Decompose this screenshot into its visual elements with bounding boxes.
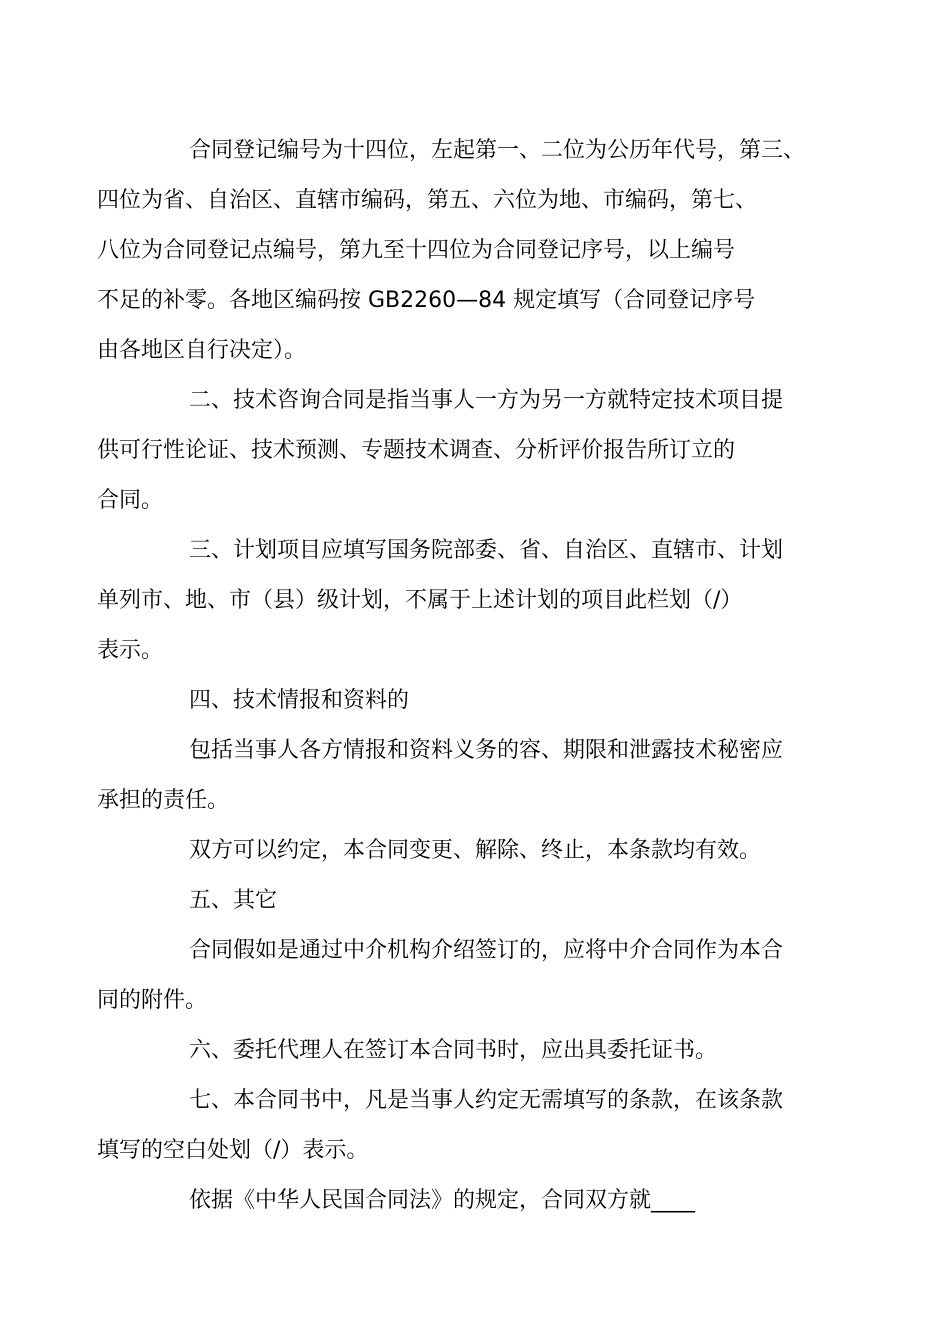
text-line: 合同登记编号为十四位，左起第一、二位为公历年代号，第三、 (189, 138, 806, 163)
text-line: 表示。 (97, 638, 164, 663)
paragraph-registration-number (97, 126, 813, 376)
paragraph-contract-law (143, 1176, 813, 1226)
text-line: 填写的空白处划（/）表示。 (97, 1138, 369, 1163)
paragraph-intermediary (97, 926, 813, 1026)
text-line: 二、技术咨询合同是指当事人一方为另一方就特定技术项目提 (189, 388, 784, 413)
text-line: 不足的补零。各地区编码按 GB2260—84 规定填写（合同登记序号 (97, 288, 756, 313)
text-line: 同的附件。 (97, 988, 208, 1013)
text-line: 四、技术情报和资料的 (189, 688, 410, 713)
text-line: 由各地区自行决定）。 (97, 338, 307, 363)
text-line: 单列市、地、市（县）级计划，不属于上述计划的项目此栏划（/） (97, 588, 743, 613)
paragraph-agent (143, 1026, 813, 1076)
text-line: 七、本合同书中，凡是当事人约定无需填写的条款，在该条款 (189, 1088, 784, 1113)
paragraph-tech-info-body (97, 726, 813, 826)
text-line: 依据《中华人民国合同法》的规定，合同双方就____ (189, 1188, 696, 1213)
text-line: 包括当事人各方情报和资料义务的容、期限和泄露技术秘密应 (189, 738, 784, 763)
text-line: 六、委托代理人在签订本合同书时，应出具委托证书。 (189, 1038, 718, 1063)
document-page (97, 126, 813, 1226)
text-line: 合同假如是通过中介机构介绍签订的，应将中介合同作为本合 (189, 938, 784, 963)
text-line: 五、其它 (189, 888, 278, 913)
text-line: 供可行性论证、技术预测、专题技术调查、分析评价报告所订立的 (97, 438, 736, 463)
text-line: 四位为省、自治区、直辖市编码，第五、六位为地、市编码，第七、 (97, 188, 758, 213)
paragraph-tech-info-heading (143, 676, 813, 726)
text-line: 八位为合同登记点编号，第九至十四位为合同登记序号，以上编号 (97, 238, 736, 263)
paragraph-blank-clauses (97, 1076, 813, 1176)
paragraph-consulting-contract (97, 376, 813, 526)
text-line: 双方可以约定，本合同变更、解除、终止，本条款均有效。 (189, 838, 762, 863)
paragraph-validity (143, 826, 813, 876)
text-line: 三、计划项目应填写国务院部委、省、自治区、直辖市、计划 (189, 538, 784, 563)
paragraph-other-heading (143, 876, 813, 926)
text-line: 合同。 (97, 488, 164, 513)
paragraph-plan-project (97, 526, 813, 676)
text-line: 承担的责任。 (97, 788, 230, 813)
